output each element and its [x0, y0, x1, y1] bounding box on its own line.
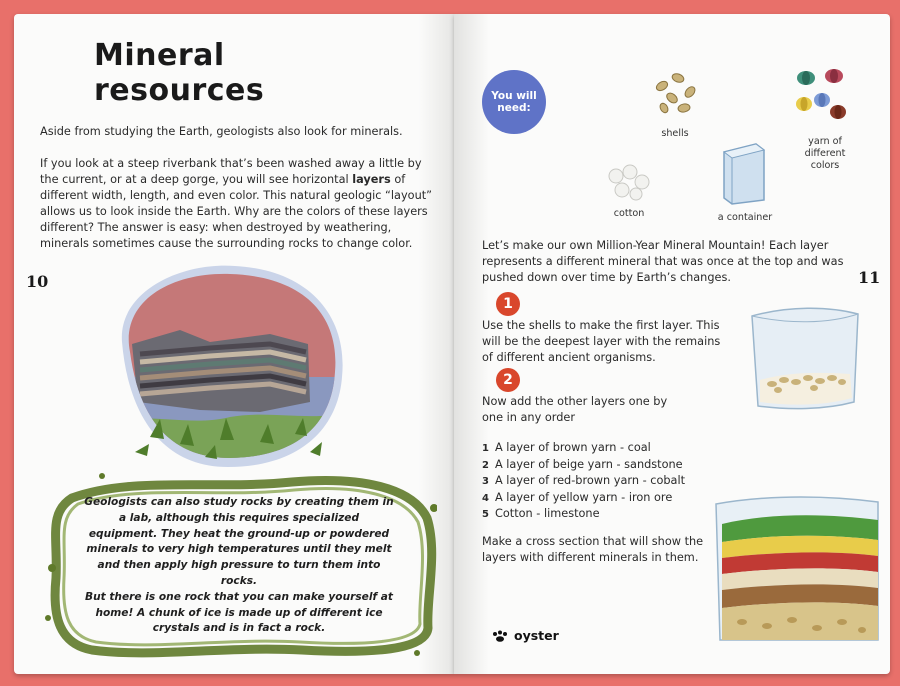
page-number-right: 11 — [858, 268, 881, 287]
container-label: a container — [717, 212, 773, 223]
container-with-shells-illustration — [748, 302, 862, 414]
step-1-text: Use the shells to make the first layer. This will be the deepest layer with the remains of different ancient organisms. — [482, 319, 721, 364]
rock-strata-illustration — [110, 262, 350, 472]
mountain-intro: Let’s make our own Million-Year Mineral Mountain! Each layer represents a different mineral that was once at the top and was pushed down over time by Earth’s changes. — [482, 239, 844, 284]
shells-label: shells — [661, 128, 689, 139]
paw-icon — [492, 630, 508, 642]
lab-note-part1: Geologists can also study rocks by creating them in a lab, although this requires specialized equipment. They heat the ground-up or powdered minerals to very high temperatures until they melt and then apply high pressure to turn them into rocks. — [84, 496, 394, 587]
yarn-label: yarn of different colors — [804, 136, 846, 171]
publisher-logo — [492, 628, 559, 643]
cotton-label: cotton — [613, 208, 645, 219]
layers-keyword: layers — [352, 173, 391, 186]
shells-icon — [648, 64, 704, 120]
list-item: 3 A layer of red-brown yarn - cobalt — [482, 474, 686, 487]
lab-note — [84, 495, 394, 637]
layers-paragraph-part1: If you look at a steep riverbank that’s been washed away a little by the current, or at a deep gorge, you will see horizontal — [40, 157, 422, 186]
publisher-name: oyster — [514, 628, 559, 643]
container-icon — [718, 140, 770, 206]
list-item: 5 Cotton - limestone — [482, 507, 600, 520]
list-item: 2 A layer of beige yarn - sandstone — [482, 457, 683, 471]
step-2-badge: 2 — [496, 368, 520, 392]
layers-paragraph-part2: of different width, length, and even color. This natural geologic “layout” allows us to look inside the Earth. Why are the colors of these layers different? The answer is easy: when destroyed by weathering, minerals sometimes cause the surrounding rocks to change color. — [40, 173, 433, 250]
cotton-icon — [604, 162, 654, 202]
yarn-icon — [792, 64, 852, 128]
list-item: 4 A layer of yellow yarn - iron ore — [482, 490, 673, 504]
intro-paragraph: Aside from studying the Earth, geologists also look for minerals. — [40, 125, 403, 138]
page-number-left: 10 — [26, 272, 49, 291]
lab-note-part2: But there is one rock that you can make yourself at home! A chunk of ice is made up of different ice crystals and is in fact a rock. — [85, 590, 393, 635]
list-item: 1 A layer of brown yarn - coal — [482, 441, 651, 454]
layer-list — [482, 440, 742, 523]
you-will-need-badge: You will need: — [482, 70, 546, 134]
layered-container-illustration — [712, 494, 880, 644]
step-1-badge: 1 — [496, 292, 520, 316]
page-title: Mineral resources — [94, 38, 265, 108]
layers-paragraph — [40, 156, 432, 252]
cross-section-text: Make a cross section that will show the layers with different minerals in them. — [482, 535, 704, 564]
step-2-text: Now add the other layers one by one in any order — [482, 395, 668, 424]
